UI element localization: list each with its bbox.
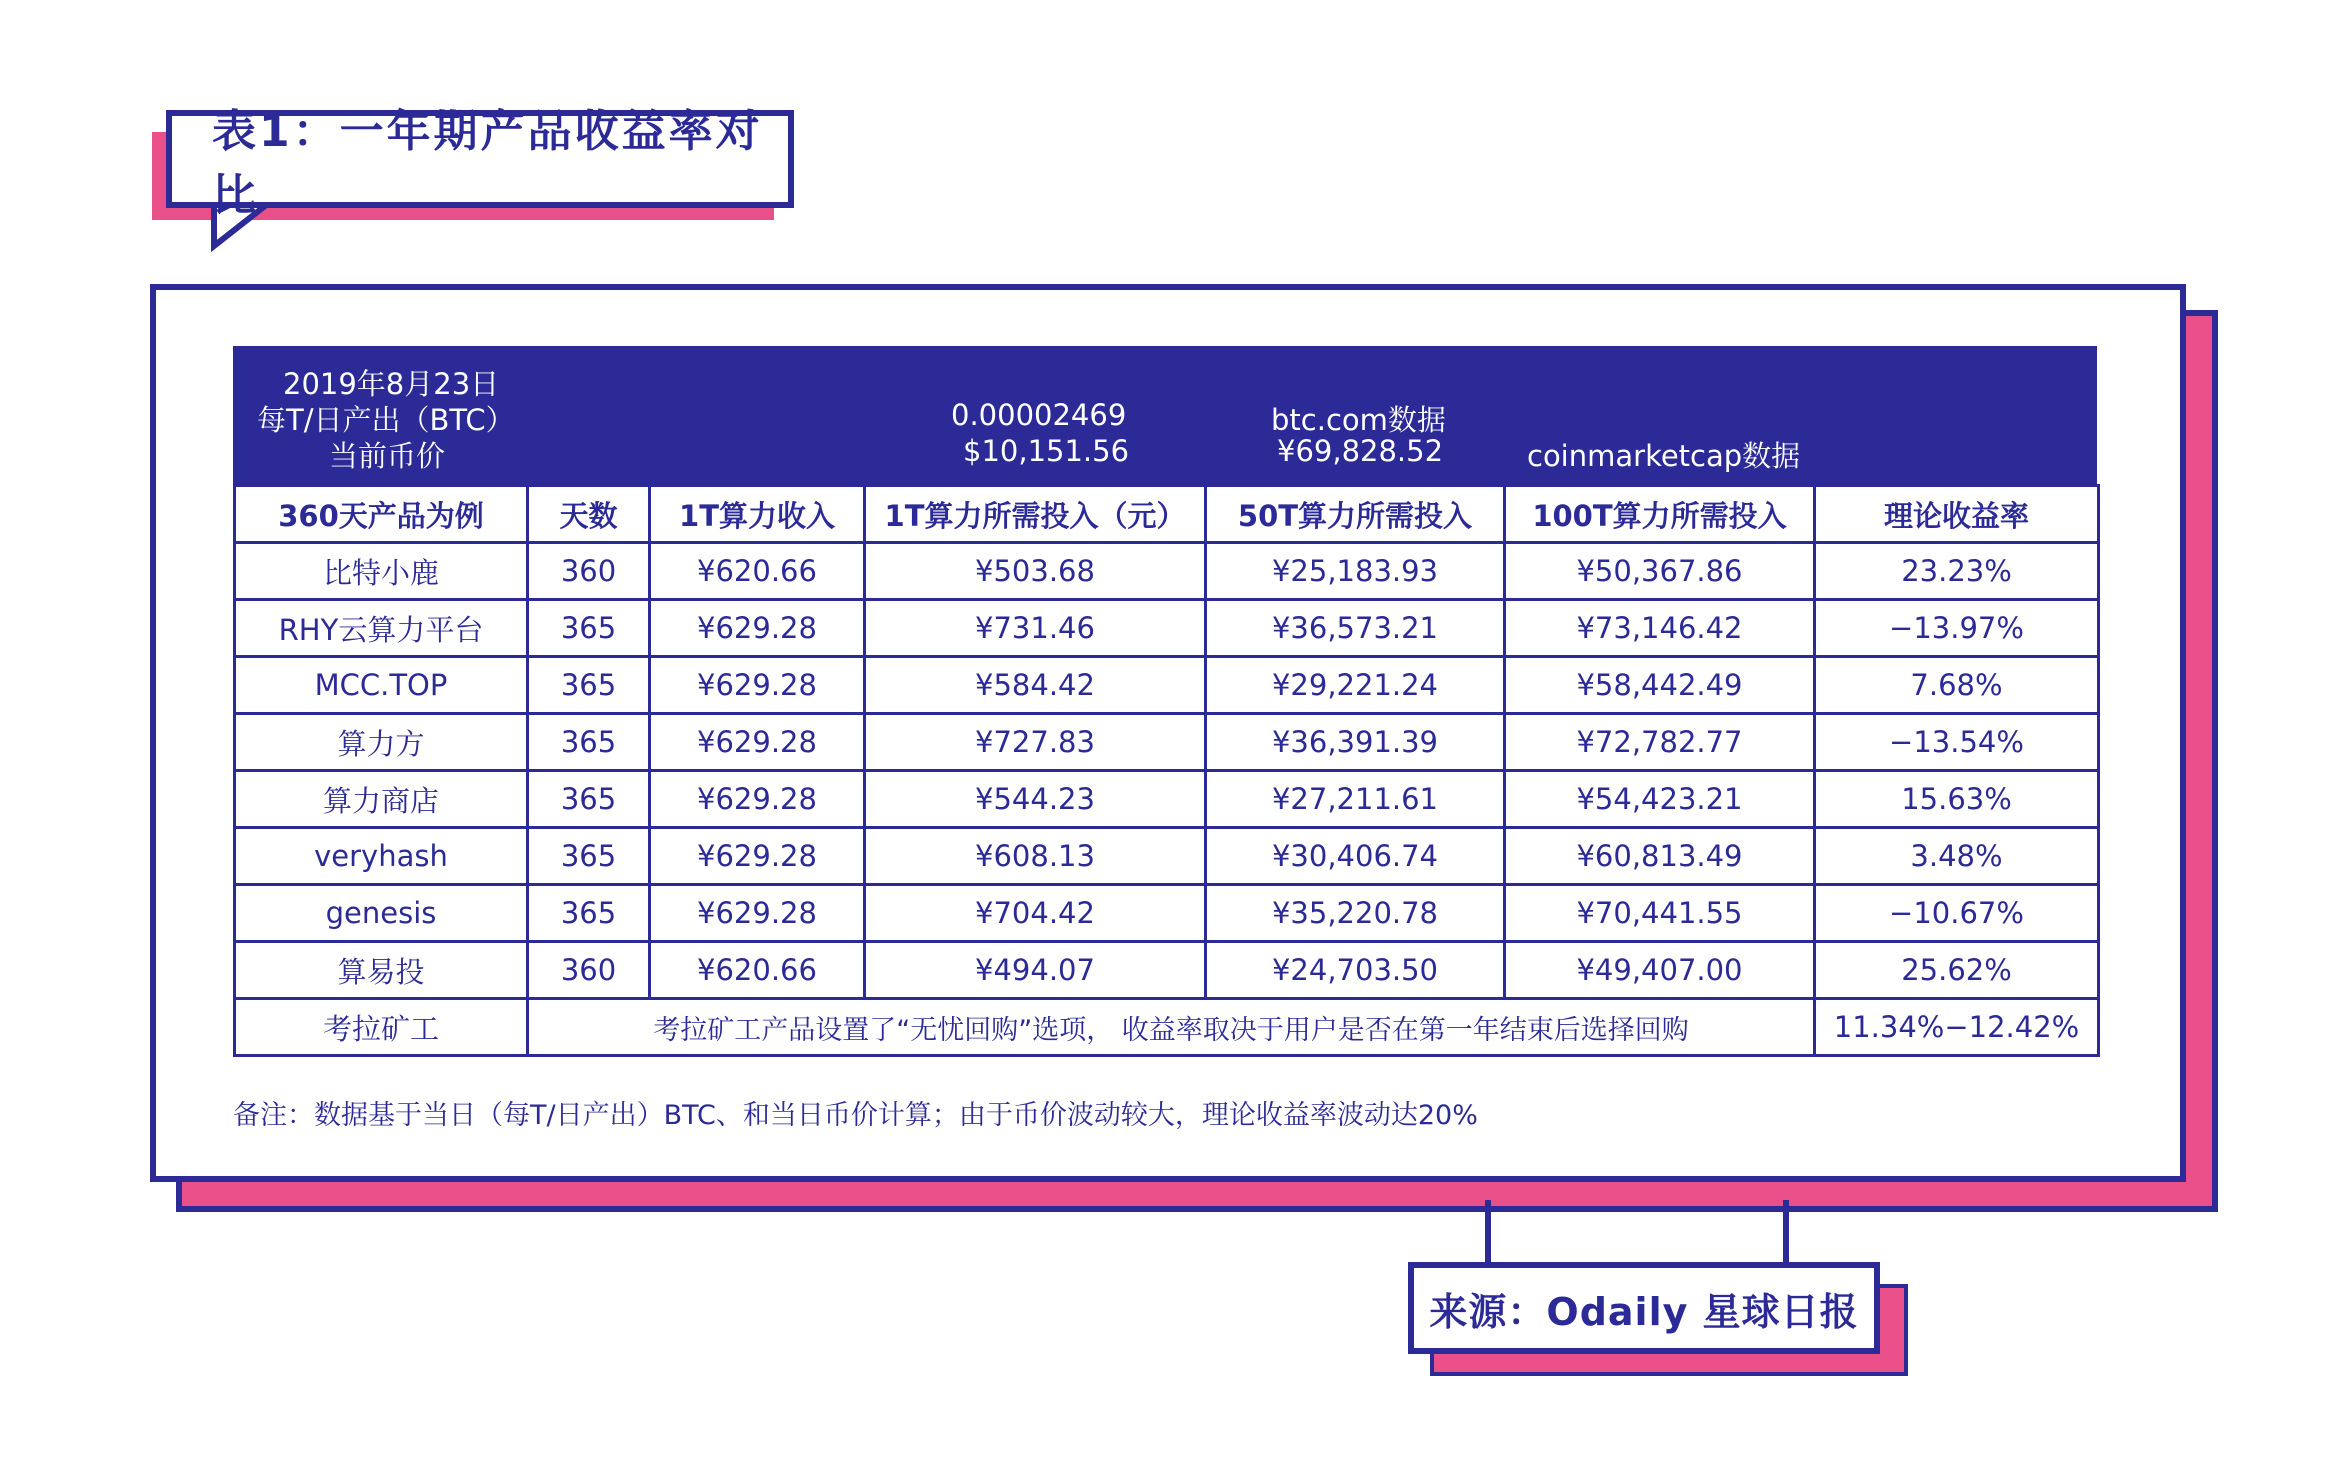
table-cell: ¥494.07 xyxy=(865,942,1206,999)
table-cell: genesis xyxy=(235,885,528,942)
table-row xyxy=(235,942,2099,999)
table-cell: ¥73,146.42 xyxy=(1505,600,1815,657)
header-date: 2019年8月23日 xyxy=(283,367,500,401)
header-price-label: 当前币价 xyxy=(329,439,446,473)
table-row xyxy=(235,600,2099,657)
table-row xyxy=(235,885,2099,942)
column-header: 50T算力所需投入 xyxy=(1206,486,1505,543)
koala-note-cell: 考拉矿工产品设置了“无忧回购”选项， 收益率取决于用户是否在第一年结束后选择回购 xyxy=(528,999,1815,1056)
title-box xyxy=(166,106,794,221)
table-cell: ¥70,441.55 xyxy=(1505,885,1815,942)
column-header: 天数 xyxy=(528,486,650,543)
table-row xyxy=(235,657,2099,714)
table-cell: 23.23% xyxy=(1815,543,2099,600)
table-cell: −13.97% xyxy=(1815,600,2099,657)
column-header: 100T算力所需投入 xyxy=(1505,486,1815,543)
table-cell: ¥727.83 xyxy=(865,714,1206,771)
table-cell: 15.63% xyxy=(1815,771,2099,828)
table-cell: −10.67% xyxy=(1815,885,2099,942)
table-row xyxy=(235,828,2099,885)
table-cell: ¥620.66 xyxy=(650,942,865,999)
table-cell: 算易投 xyxy=(235,942,528,999)
page-title: 表1：一年期产品收益率对比 xyxy=(212,106,763,221)
header-output-label: 每T/日产出（BTC） xyxy=(257,403,515,437)
table-cell: ¥629.28 xyxy=(650,714,865,771)
table-cell: ¥35,220.78 xyxy=(1206,885,1505,942)
table-row xyxy=(235,771,2099,828)
header-band xyxy=(233,346,2097,484)
connector-line-left xyxy=(1485,1200,1491,1264)
table-cell: MCC.TOP xyxy=(235,657,528,714)
column-header: 理论收益率 xyxy=(1815,486,2099,543)
table-cell: ¥608.13 xyxy=(865,828,1206,885)
table-cell: ¥49,407.00 xyxy=(1505,942,1815,999)
header-price-usd: $10,151.56 xyxy=(963,434,1130,468)
table-cell: ¥629.28 xyxy=(650,771,865,828)
table-cell: ¥58,442.49 xyxy=(1505,657,1815,714)
table-cell: 365 xyxy=(528,828,650,885)
table-cell: ¥27,211.61 xyxy=(1206,771,1505,828)
table-cell: 365 xyxy=(528,600,650,657)
table-cell: ¥60,813.49 xyxy=(1505,828,1815,885)
table-row-koala xyxy=(235,999,2099,1056)
source-label: 来源：Odaily 星球日报 xyxy=(1429,1289,1859,1334)
table-cell: 365 xyxy=(528,885,650,942)
table-cell: ¥731.46 xyxy=(865,600,1206,657)
table-cell: 考拉矿工 xyxy=(235,999,528,1056)
table-cell: 7.68% xyxy=(1815,657,2099,714)
table-cell: RHY云算力平台 xyxy=(235,600,528,657)
table-cell: ¥629.28 xyxy=(650,600,865,657)
table-cell: ¥503.68 xyxy=(865,543,1206,600)
table-cell: 算力方 xyxy=(235,714,528,771)
table-cell: ¥36,391.39 xyxy=(1206,714,1505,771)
table-cell: 25.62% xyxy=(1815,942,2099,999)
table-cell: ¥29,221.24 xyxy=(1206,657,1505,714)
table-cell: ¥25,183.93 xyxy=(1206,543,1505,600)
table-cell: ¥620.66 xyxy=(650,543,865,600)
header-price-cny: ¥69,828.52 xyxy=(1277,434,1444,468)
table-cell: 算力商店 xyxy=(235,771,528,828)
source-box xyxy=(1408,1262,1880,1354)
table-cell: 365 xyxy=(528,771,650,828)
comparison-table xyxy=(233,484,2100,1057)
table-cell: veryhash xyxy=(235,828,528,885)
table-cell: ¥30,406.74 xyxy=(1206,828,1505,885)
table-cell: ¥24,703.50 xyxy=(1206,942,1505,999)
table-cell: ¥629.28 xyxy=(650,657,865,714)
table-cell: 11.34%−12.42% xyxy=(1815,999,2099,1056)
table-row xyxy=(235,543,2099,600)
table-cell: ¥54,423.21 xyxy=(1505,771,1815,828)
header-output-value: 0.00002469 xyxy=(951,398,1127,432)
column-header: 1T算力所需投入（元） xyxy=(865,486,1206,543)
table-cell: 365 xyxy=(528,714,650,771)
table-cell: ¥72,782.77 xyxy=(1505,714,1815,771)
table-cell: −13.54% xyxy=(1815,714,2099,771)
header-cmc-label: coinmarketcap数据 xyxy=(1527,439,1801,473)
table-cell: 比特小鹿 xyxy=(235,543,528,600)
table-cell: 3.48% xyxy=(1815,828,2099,885)
table-cell: ¥36,573.21 xyxy=(1206,600,1505,657)
footnote: 备注：数据基于当日（每T/日产出）BTC、和当日币价计算；由于币价波动较大，理论收益率波动达20% xyxy=(233,1100,1478,1131)
table-cell: 360 xyxy=(528,942,650,999)
column-header: 1T算力收入 xyxy=(650,486,865,543)
header-btccom-label: btc.com数据 xyxy=(1271,403,1446,437)
table-header-row xyxy=(235,486,2099,543)
table-cell: ¥704.42 xyxy=(865,885,1206,942)
column-header: 360天产品为例 xyxy=(235,486,528,543)
table-cell: ¥629.28 xyxy=(650,828,865,885)
table-cell: ¥50,367.86 xyxy=(1505,543,1815,600)
connector-line-right xyxy=(1783,1200,1789,1264)
table-cell: 365 xyxy=(528,657,650,714)
table-cell: 360 xyxy=(528,543,650,600)
table-cell: ¥629.28 xyxy=(650,885,865,942)
table-cell: ¥544.23 xyxy=(865,771,1206,828)
table-row xyxy=(235,714,2099,771)
table-cell: ¥584.42 xyxy=(865,657,1206,714)
